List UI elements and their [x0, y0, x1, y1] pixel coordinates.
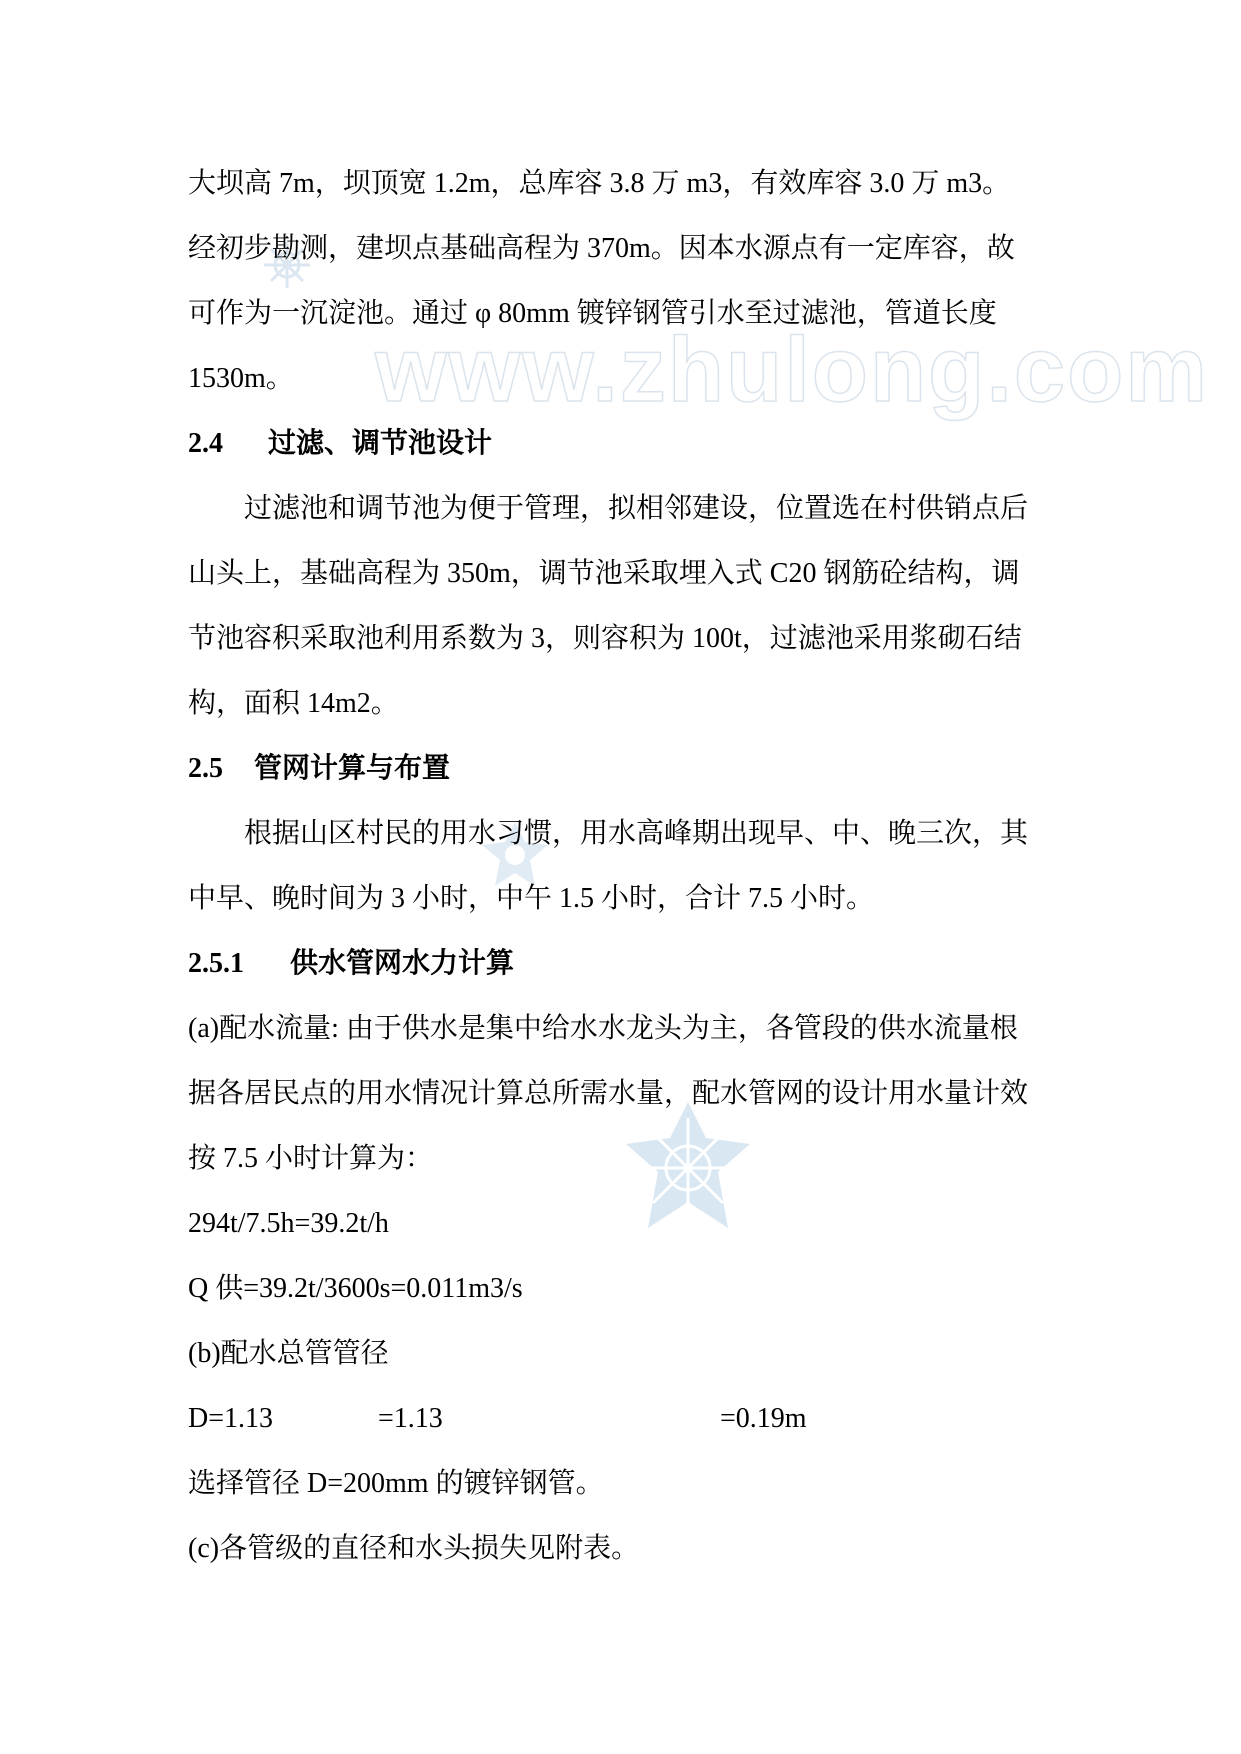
text-line: 据各居民点的用水情况计算总所需水量，配水管网的设计用水量计效	[188, 1078, 1029, 1109]
formula-line: Q 供=39.2t/3600s=0.011m3/s	[188, 1273, 523, 1304]
section-heading-2-5-1	[188, 942, 1068, 986]
formula-line: 294t/7.5h=39.2t/h	[188, 1208, 389, 1239]
text-line: 节池容积采取池利用系数为 3，则容积为 100t，过滤池采用浆砌石结	[188, 623, 1022, 654]
list-item: (c)各管级的直径和水头损失见附表。	[188, 1533, 640, 1564]
section-heading-2-4	[188, 422, 1068, 466]
list-item: (b)配水总管管径	[188, 1338, 389, 1369]
text-line: 经初步勘测，建坝点基础高程为 370m。因本水源点有一定库容，故	[188, 233, 1015, 264]
section-number: 2.4	[188, 428, 223, 459]
text-line: 1530m。	[188, 363, 294, 394]
text-line: 按 7.5 小时计算为：	[188, 1143, 434, 1174]
formula-diameter	[188, 1397, 1068, 1441]
formula-part: D=1.13	[188, 1403, 274, 1434]
text-line: 大坝高 7m，坝顶宽 1.2m，总库容 3.8 万 m3，有效库容 3.0 万 m3。	[188, 168, 1011, 199]
text-line: (a)配水流量: 由于供水是集中给水水龙头为主，各管段的供水流量根	[188, 1013, 1018, 1044]
section-title: 过滤、调节池设计	[268, 428, 493, 459]
section-number: 2.5	[188, 753, 223, 784]
formula-part: =1.13	[378, 1403, 443, 1434]
text-line: 根据山区村民的用水习惯，用水高峰期出现早、中、晚三次，其	[244, 818, 1029, 849]
text-line: 山头上，基础高程为 350m，调节池采取埋入式 C20 钢筋砼结构，调	[188, 558, 1020, 589]
text-line: 可作为一沉淀池。通过 φ 80mm 镀锌钢管引水至过滤池，管道长度	[188, 298, 997, 329]
text-line: 过滤池和调节池为便于管理，拟相邻建设，位置选在村供销点后	[244, 493, 1029, 524]
section-heading-2-5	[188, 747, 1068, 791]
text-line: 中早、晚时间为 3 小时，中午 1.5 小时，合计 7.5 小时。	[188, 883, 875, 914]
text-line: 构，面积 14m2。	[188, 688, 399, 719]
section-number: 2.5.1	[188, 948, 244, 979]
formula-part: =0.19m	[720, 1403, 807, 1434]
section-title: 管网计算与布置	[254, 753, 451, 784]
section-title: 供水管网水力计算	[290, 948, 515, 979]
watermark-text: www.zhulong.com	[375, 319, 1210, 421]
text-line: 选择管径 D=200mm 的镀锌钢管。	[188, 1468, 604, 1499]
